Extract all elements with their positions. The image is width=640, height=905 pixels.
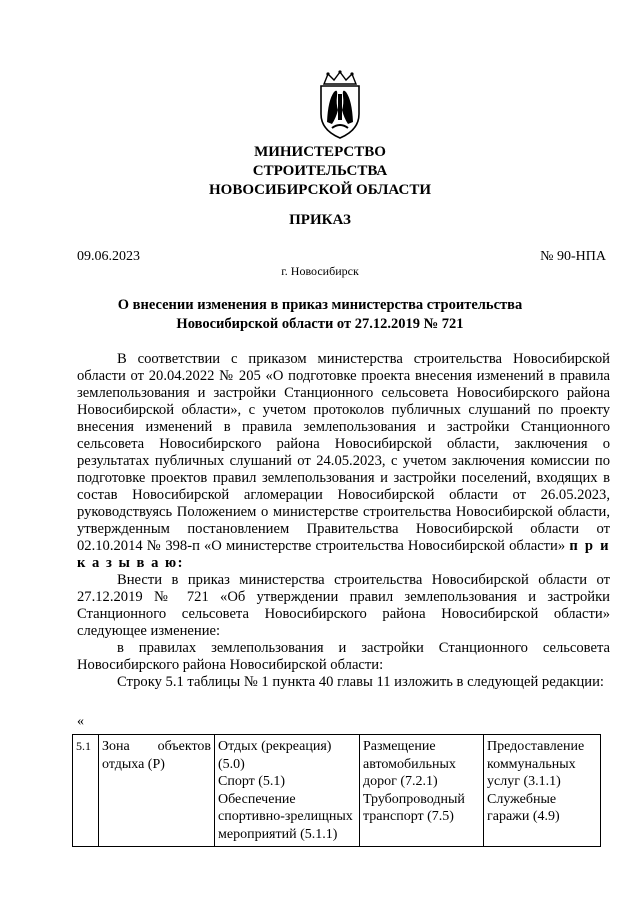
row-number-cell: 5.1 [73, 735, 99, 847]
order-word: п р и к а з ы в а ю: [77, 538, 610, 571]
preamble-text: В соответствии с приказом министерства строительства Новосибирской области от 20.04.2022 № 205 «О подготовке проекта внесения изменений в правила землепользования и застройки Станционного сельсовета Новосибирского района Новосибирской области», с учетом протоколов публичных слушаний по проекту внесения изменений в правила землепользования и застройки Станционного сельсовета Новосибирского района Новосибирской области, заключения о результатах публичных слушаний от 24.05.2023, с учетом заключения комиссии по подготовке проектов правил землепользования и застройки поселений, входящих в состав Новосибирской агломерации Новосибирской области от 26.05.2023, руководствуясь Положением о министерстве строительства Новосибирской области, утвержденным постановлением Правительства Новосибирской области от 02.10.2014 № 398-п «О министерстве строительства Новосибирской области» [77, 351, 610, 554]
auxiliary-uses-cell [484, 735, 601, 847]
order-number: № 90-НПА [540, 249, 606, 264]
ministry-line-3: НОВОСИБИРСКОЙ ОБЛАСТИ [208, 182, 432, 198]
open-quote: « [77, 714, 84, 729]
list-item: Размещение автомобильных дорог (7.2.1) [363, 739, 456, 789]
zone-cell: Зона объектов отдыха (Р) [99, 735, 215, 847]
coat-of-arms-icon [314, 70, 366, 140]
paragraph-amend: Внести в приказ министерства строительства Новосибирской области от 27.12.2019 № 721 «Об утверждении правил землепользования и застройки Станционного сельсовета Новосибирского района Новосибирской области» следующее изменение: [77, 572, 610, 639]
paragraph-preamble [77, 351, 610, 572]
subject-line-1: О внесении изменения в приказ министерства строительства [117, 297, 523, 313]
subject-line-2: Новосибирской области от 27.12.2019 № 721 [176, 316, 464, 332]
zoning-table [72, 734, 601, 847]
ministry-name [0, 143, 640, 200]
list-item: Служебные гаражи (4.9) [487, 791, 560, 824]
order-city: г. Новосибирск [281, 264, 359, 278]
paragraph-rules: в правилах землепользования и застройки Станционного сельсовета Новосибирского района Новосибирской области: [77, 640, 610, 673]
list-item: Обеспечение спортивно-зрелищных мероприятий (5.1.1) [218, 791, 353, 842]
list-item: Предоставление коммунальных услуг (3.1.1) [487, 739, 585, 789]
order-date: 09.06.2023 [77, 249, 140, 264]
conditional-uses-cell [360, 735, 484, 847]
list-item: Трубопроводный транспорт (7.5) [363, 791, 465, 824]
ministry-line-1: МИНИСТЕРСТВО [254, 144, 386, 160]
document-type: ПРИКАЗ [289, 212, 351, 228]
paragraph-row: Строку 5.1 таблицы № 1 пункта 40 главы 11 изложить в следующей редакции: [117, 674, 604, 690]
main-uses-cell [215, 735, 360, 847]
list-item: Отдых (рекреация) (5.0) [218, 739, 332, 772]
list-item: Спорт (5.1) [218, 774, 286, 789]
table-row [73, 735, 601, 847]
order-body [77, 351, 610, 691]
ministry-line-2: СТРОИТЕЛЬСТВА [252, 163, 388, 179]
order-subject [0, 296, 640, 334]
